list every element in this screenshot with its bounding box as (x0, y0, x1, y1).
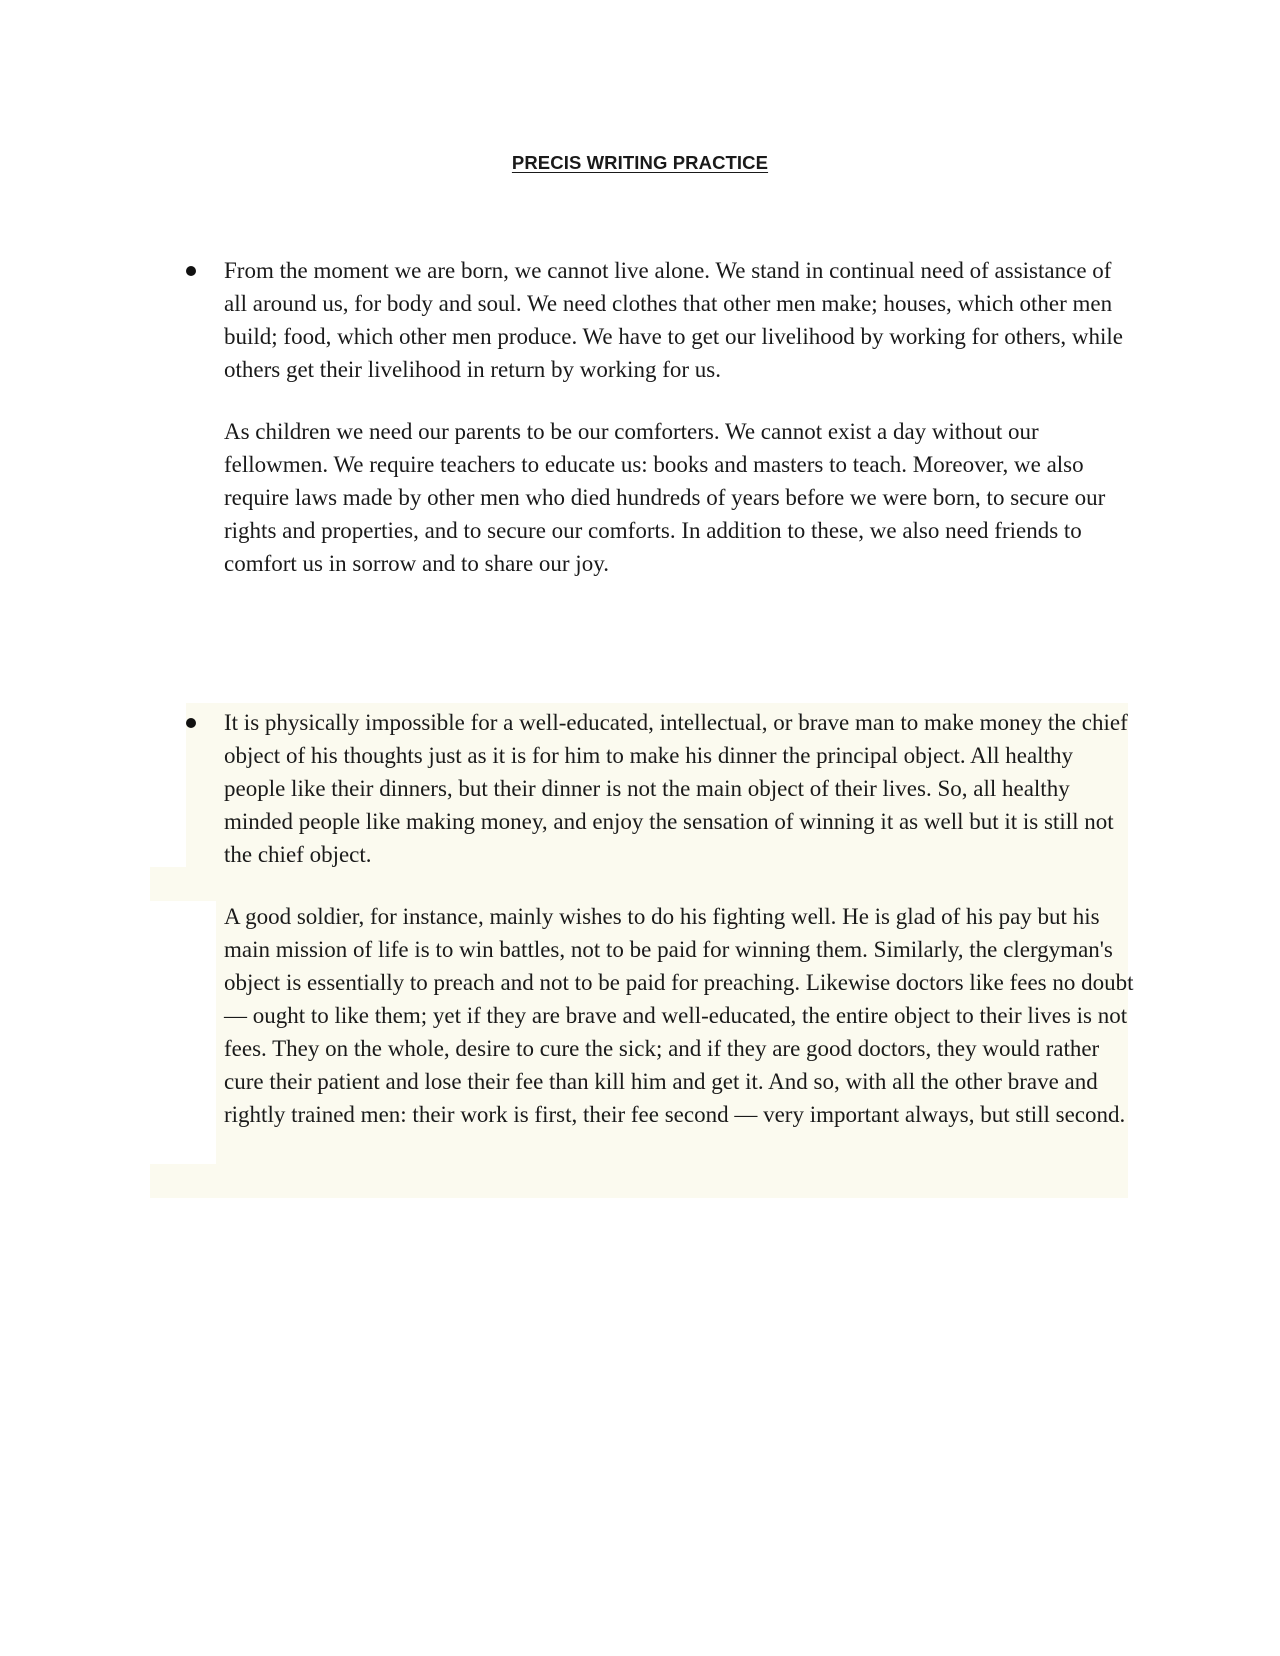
list-item-1 (224, 254, 1134, 580)
bullet-marker-1 (186, 266, 196, 276)
list-item-2 (224, 706, 1134, 1131)
paragraph-1-2: As children we need our parents to be our comforters. We cannot exist a day without our fellowmen. We require teachers to educate us: books and masters to teach. Moreover, we also require laws made by other men who died hundreds of years before we were born, to secure our rights and properties, and to secure our comforts. In addition to these, we also need friends to comfort us in sorrow and to share our joy. (224, 419, 1106, 576)
bullet-marker-2 (186, 718, 196, 728)
highlight-item-2-end (150, 1164, 1128, 1198)
paragraph-2-1: It is physically impossible for a well-educated, intellectual, or brave man to make money the chief object of his thoughts just as it is for him to make his dinner the principal object. All healthy people like their dinners, but their dinner is not the main object of their lives. So, all healthy minded people like making money, and enjoy the sensation of winning it as well but it is still not the chief object. (224, 710, 1128, 867)
paragraph-2-2: A good soldier, for instance, mainly wishes to do his fighting well. He is glad of his pay but his main mission of life is to win battles, not to be paid for winning them. Similarly, the clergyman's object is essentially to preach and not to be paid for preaching. Likewise doctors like fees no doubt — ought to like them; yet if they are brave and well-educated, the entire object to their lives is not fees. They on the whole, desire to cure the sick; and if they are good doctors, they would rather cure their patient and lose their fee than kill him and get it. And so, with all the other brave and rightly trained men: their work is first, their fee second — very important always, but still second. (224, 904, 1134, 1127)
page-title: PRECIS WRITING PRACTICE (511, 152, 769, 173)
paragraph-1-1: From the moment we are born, we cannot live alone. We stand in continual need of assistance of all around us, for body and soul. We need clothes that other men make; houses, which other men build; food, which other men produce. We have to get our livelihood by working for others, while others get their livelihood in return by working for us. (224, 258, 1123, 382)
